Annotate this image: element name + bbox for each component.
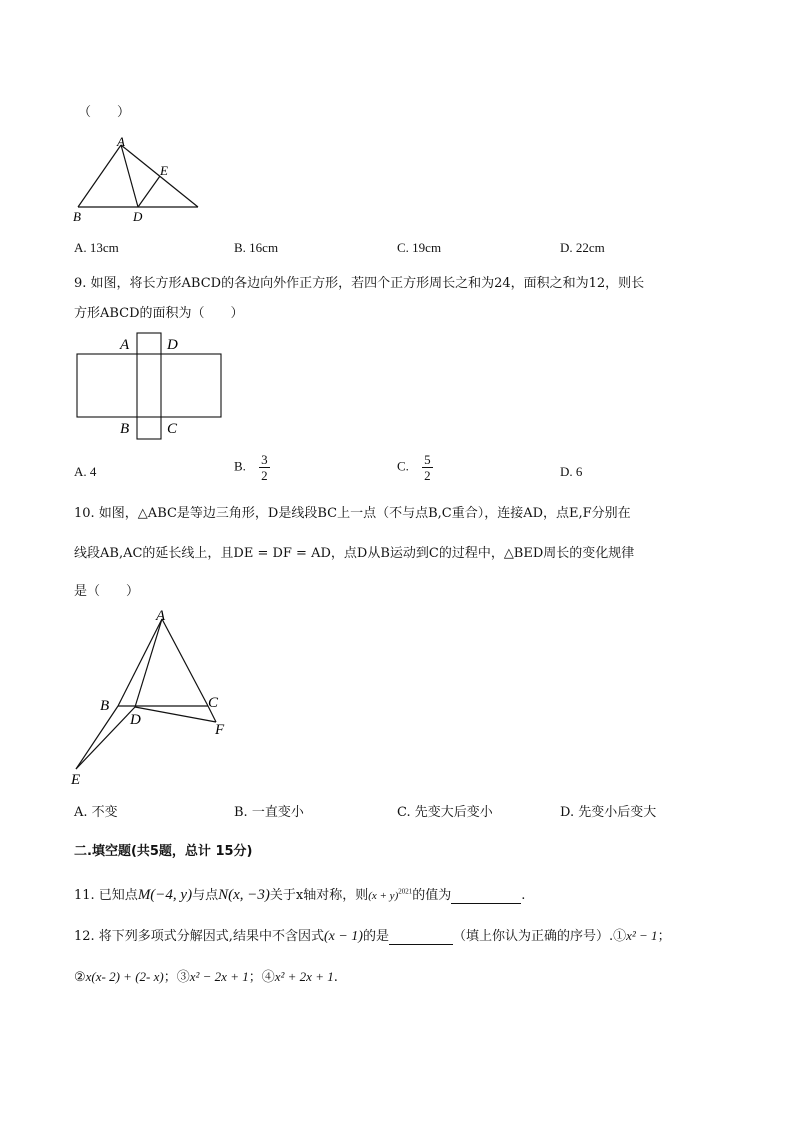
q8-seg-ab: [78, 145, 121, 207]
section-2-heading: 二.填空题(共5题，总计 15分): [74, 844, 253, 859]
q9-option-c-fraction: [422, 452, 433, 483]
q12-line2: [74, 966, 338, 985]
q9-option-a: A. 4: [74, 464, 97, 479]
q9-option-c: [397, 452, 433, 483]
q10-label-c: C: [208, 695, 219, 711]
q11-answer-blank: [451, 889, 521, 904]
q10-label-e: E: [71, 772, 81, 788]
q8-answer-paren: （ ）: [78, 105, 131, 120]
q9-label-b: B: [120, 421, 130, 437]
q9-line2: 方形ABCD的面积为（ ）: [74, 306, 244, 321]
q11-point-n: N(x, −3): [218, 887, 270, 903]
q10-label-b: B: [100, 698, 110, 714]
q10-option-b: B. 一直变小: [234, 805, 304, 820]
q11-end: .: [521, 888, 526, 903]
q11-exponent: 2021: [398, 887, 413, 896]
q10-option-c: C. 先变大后变小: [397, 805, 493, 820]
q8-label-d: D: [133, 209, 143, 224]
q9-label-c: C: [167, 421, 178, 437]
q8-figure: [68, 133, 208, 225]
q12-line1: [74, 925, 671, 945]
q8-option-a: A. 13cm: [74, 240, 119, 255]
q9-option-c-den: 2: [424, 468, 431, 483]
q8-seg-ad: [121, 145, 138, 207]
q11-point-m: M(−4, y): [137, 887, 193, 903]
q10-line2: 线段AB,AC的延长线上，且DE = DF = AD，点D从B运动到C的过程中，△BED周长的变化规律: [74, 546, 635, 561]
q10-option-d: D. 先变小后变大: [560, 805, 657, 820]
q8-label-a: A: [117, 134, 125, 149]
q9-option-c-prefix: C.: [397, 458, 409, 474]
q9-option-b-prefix: B.: [234, 458, 246, 474]
q9-option-b-num: 3: [261, 452, 268, 467]
q12-option-1: x² − 1: [626, 928, 658, 943]
q10-seg-df: [135, 707, 216, 722]
q8-option-c: C. 19cm: [397, 240, 442, 255]
q12-is: 的是: [362, 929, 389, 944]
q12-circle-4: ；④: [248, 970, 275, 985]
q12-answer-blank: [389, 930, 453, 945]
q12-circle-3: ；③: [163, 970, 190, 985]
q11-prefix: 11. 已知点: [74, 888, 138, 903]
q9-label-d: D: [167, 337, 178, 353]
q9-vertical-rect: [137, 333, 161, 439]
q9-option-d: D. 6: [560, 464, 583, 479]
q9-figure: [70, 330, 230, 445]
q12-factor: (x − 1): [323, 929, 363, 944]
q11-line: [74, 884, 525, 904]
q9-option-b: [234, 452, 270, 483]
q10-seg-ac: [162, 619, 208, 706]
q8-label-b: B: [73, 209, 81, 224]
q12-instruction: （填上你认为正确的序号）.①: [452, 929, 627, 944]
q10-label-d: D: [130, 712, 141, 728]
q9-option-b-fraction: [259, 452, 270, 483]
q10-seg-be: [76, 706, 118, 769]
q10-line1: 10. 如图，△ABC是等边三角形，D是线段BC上一点（不与点B,C重合），连接AD，点E,F分别在: [74, 506, 631, 521]
q9-horizontal-rect: [77, 354, 221, 417]
q10-line3: 是（ ）: [74, 584, 140, 599]
q11-tail: 的值为: [412, 888, 452, 903]
q11-expression: (x + y): [368, 890, 399, 902]
q9-line1: 9. 如图，将长方形ABCD的各边向外作正方形，若四个正方形周长之和为24，面积之和为12，则长: [74, 276, 645, 291]
q12-end: .: [333, 970, 338, 985]
q10-option-a: A. 不变: [74, 805, 118, 820]
q12-circle-2: ②: [74, 970, 86, 985]
q9-option-b-den: 2: [261, 468, 268, 483]
q10-seg-ab: [118, 619, 162, 706]
q10-seg-de: [76, 707, 135, 769]
q10-label-a: A: [156, 608, 166, 624]
q9-option-c-num: 5: [424, 452, 431, 467]
q8-seg-de: [138, 176, 160, 207]
q12-intro: 12. 将下列多项式分解因式,结果中不含因式: [74, 929, 324, 944]
q8-label-e: E: [160, 163, 168, 178]
q11-after: 关于x轴对称，则: [269, 888, 369, 903]
q8-option-d: D. 22cm: [560, 240, 605, 255]
q11-mid: 与点: [192, 888, 219, 903]
q10-label-f: F: [215, 722, 225, 738]
q12-sep1: ；: [657, 929, 671, 944]
q9-label-a: A: [120, 337, 130, 353]
q12-option-4: x² + 2x + 1: [274, 969, 334, 984]
q10-figure: [68, 606, 238, 791]
q12-option-3: x² − 2x + 1: [189, 969, 249, 984]
q10-seg-ad: [135, 619, 162, 707]
q8-option-b: B. 16cm: [234, 240, 279, 255]
q12-option-2: x(x- 2) + (2- x): [85, 969, 164, 984]
